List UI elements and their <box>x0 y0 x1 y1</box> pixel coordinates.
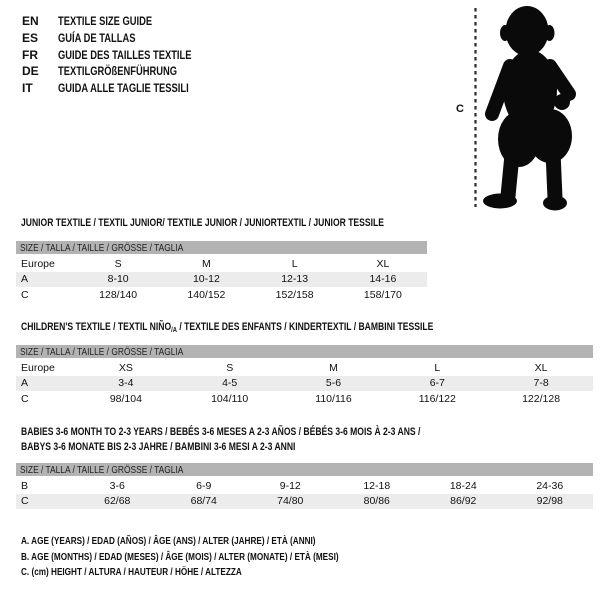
size-header-label: SIZE / TALLA / TAILLE / GRÖSSE / TAGLIA <box>20 463 184 476</box>
lang-title: TEXTILGRÖßENFÜHRUNG <box>58 64 178 79</box>
cell: L <box>434 361 441 374</box>
table-row-c <box>16 287 427 303</box>
lang-title: GUÍA DE TALLAS <box>58 30 136 45</box>
babies-section-title <box>21 425 533 455</box>
junior-section-title-text: JUNIOR TEXTILE / TEXTIL JUNIOR/ TEXTILE JUNIOR / JUNIORTEXTIL / JUNIOR TESSILE <box>21 217 384 229</box>
cell: 5-6 <box>325 377 342 390</box>
baby-silhouette-icon <box>450 0 600 215</box>
junior-size-table <box>16 241 427 303</box>
cell: 68/74 <box>190 495 217 508</box>
lang-title: TEXTILE SIZE GUIDE <box>58 14 153 28</box>
cell: 12-13 <box>281 273 309 286</box>
children-section-title-text <box>21 320 433 335</box>
lang-code: ES <box>22 30 39 45</box>
babies-title-line2: BABYS 3-6 MONATE BIS 2-3 JAHRE / BAMBINI 3-6 MESI A 2-3 ANNI <box>21 441 296 453</box>
junior-section-title <box>21 216 486 231</box>
cell: 158/170 <box>363 288 402 301</box>
table-row-europe <box>16 256 427 272</box>
table-row-europe <box>16 360 593 376</box>
row-label: Europe <box>21 257 55 270</box>
cell: XL <box>534 361 548 374</box>
cell: 24-36 <box>536 479 564 492</box>
row-label: A <box>21 273 29 286</box>
babies-title-line1: BABIES 3-6 MONTH TO 2-3 YEARS / BEBÉS 3-6 MESES A 2-3 AÑOS / BÉBÉS 3-6 MOIS À 2-3 ANS / <box>21 426 421 438</box>
cell: 7-8 <box>533 377 549 390</box>
lang-title: GUIDE DES TAILLES TEXTILE <box>58 47 192 62</box>
table-row-c <box>16 391 593 407</box>
footnotes <box>21 534 428 581</box>
size-header-label: SIZE / TALLA / TAILLE / GRÖSSE / TAGLIA <box>20 345 184 358</box>
lang-code: EN <box>22 14 39 28</box>
size-header-band <box>16 241 427 254</box>
baby-silhouette-shape <box>483 6 572 211</box>
table-row-c <box>16 494 593 510</box>
row-label: A <box>21 377 29 390</box>
row-label: C <box>21 288 29 301</box>
title-subscript: /A <box>171 325 177 334</box>
language-header <box>22 13 229 97</box>
table-row-a <box>16 376 593 392</box>
size-header-band <box>16 345 593 358</box>
cell: 80/86 <box>363 495 390 508</box>
cell: 140/152 <box>187 288 226 301</box>
lang-row-en <box>22 13 229 30</box>
cell: 128/140 <box>99 288 138 301</box>
footnote-c: C. (cm) HEIGHT / ALTURA / HAUTEUR / HÖHE / ALTEZZA <box>21 566 242 579</box>
size-header-band <box>16 463 593 476</box>
cell: 92/98 <box>536 495 563 508</box>
cell: 4-5 <box>222 377 238 390</box>
cell: 10-12 <box>192 273 220 286</box>
cell: 152/158 <box>275 288 314 301</box>
cell: 122/128 <box>522 392 561 405</box>
title-pre: CHILDREN'S TEXTILE / TEXTIL NIÑO <box>21 321 172 333</box>
row-label: C <box>21 392 29 405</box>
cell: 62/68 <box>104 495 131 508</box>
row-label: B <box>21 479 29 492</box>
cell: 98/104 <box>109 392 142 405</box>
title-post: / TEXTILE DES ENFANTS / KINDERTEXTIL / BAMBINI TESSILE <box>176 321 434 333</box>
table-row-a <box>16 272 427 288</box>
cell: 110/116 <box>315 392 352 405</box>
cell: 74/80 <box>277 495 304 508</box>
cell: 8-10 <box>107 273 129 286</box>
lang-row-it <box>22 80 229 97</box>
children-section-title <box>21 320 550 335</box>
size-header-label: SIZE / TALLA / TAILLE / GRÖSSE / TAGLIA <box>20 241 184 254</box>
figure-height-label: C <box>456 103 464 115</box>
lang-row-fr <box>22 47 229 64</box>
cell: M <box>329 361 338 374</box>
lang-title: GUIDA ALLE TAGLIE TESSILI <box>58 81 189 96</box>
row-label: Europe <box>21 361 55 374</box>
cell: 116/122 <box>418 392 456 405</box>
cell: XS <box>118 361 133 374</box>
row-label: C <box>21 495 29 508</box>
cell: S <box>226 361 234 374</box>
lang-code: DE <box>22 64 39 79</box>
cell: XL <box>376 257 390 270</box>
cell: S <box>114 257 122 270</box>
cell: 3-4 <box>118 377 134 390</box>
lang-code: IT <box>22 81 33 96</box>
children-size-table <box>16 345 593 407</box>
cell: 86/92 <box>450 495 477 508</box>
cell: M <box>202 257 211 270</box>
cell: 12-18 <box>363 479 391 492</box>
cell: 18-24 <box>449 479 477 492</box>
cell: L <box>291 257 298 270</box>
cell: 14-16 <box>369 273 397 286</box>
cell: 9-12 <box>279 479 301 492</box>
cell: 6-7 <box>429 377 445 390</box>
table-row-b <box>16 478 593 494</box>
footnote-a: A. AGE (YEARS) / EDAD (AÑOS) / ÂGE (ANS) / ALTER (JAHRE) / ETÀ (ANNI) <box>21 535 316 547</box>
babies-size-table <box>16 463 593 509</box>
lang-code: FR <box>22 47 38 62</box>
lang-row-es <box>22 30 229 47</box>
footnote-b: B. AGE (MONTHS) / EDAD (MESES) / ÂGE (MOIS) / ALTER (MONATE) / ETÀ (MESI) <box>21 550 339 563</box>
cell: 104/110 <box>211 392 249 405</box>
lang-row-de <box>22 63 229 80</box>
cell: 6-9 <box>196 479 212 492</box>
cell: 3-6 <box>109 479 125 492</box>
